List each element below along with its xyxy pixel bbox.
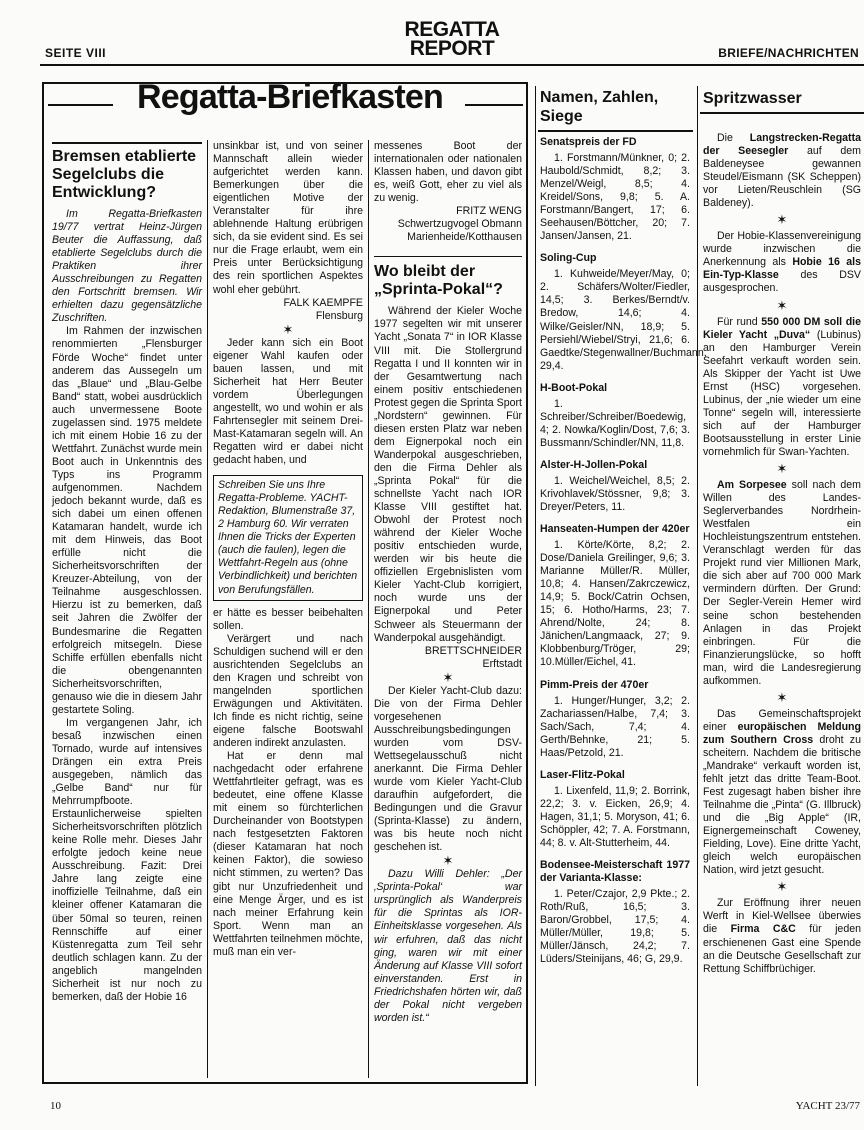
article1-headline: Bremsen etablierte Segelclubs die Entwicklung?: [52, 148, 197, 201]
masthead-logo: [392, 20, 512, 59]
news-item: [703, 316, 861, 460]
article1-paragraph: Verärgert und nach Schuldigen suchend will er den ausrichtenden Segelclubs an den Kragen und schreibt von mangelnden sportlichen Erwägungen und Aktivitäten. Ich finde es nicht richtig, seine eigene falsche Bootswahl anderen indirekt anzulasten.: [213, 632, 363, 750]
star-separator-icon: ✶: [442, 669, 454, 685]
news-item-text: droht zu scheitern. Nachdem die britische „Mandrake“ verkauft worden ist, fehlt jetzt das dritte Team-Boot. Fest zugesagt haben bisher ihre Teilnahme die „Pinta“ (G. Illbruck) und die „Big Apple“ (IR, Eignergemeinschaft Coweney, Fielding, Love). Eine dritte Yacht, gleich welch europäischen Nation, wird jetzt gesucht.: [703, 733, 861, 877]
signature-name: BRETTSCHNEIDER: [424, 644, 522, 657]
result-heading: Bodensee-Meisterschaft 1977 der Varianta-Klasse:: [540, 858, 690, 884]
results-list: [540, 136, 707, 966]
column-divider: [368, 140, 369, 1078]
article1-paragraph: unsinkbar ist, und von seiner Mannschaft allein wieder aufgerichtet werden kann. Bemerkungen über die eigentlichen Motive der Veranstalter für ihre ablehnende Haltung erübrigen sich, da sie evident sind. Es sei nur die Frage erlaubt, wem ein Preis unter Berücksichtigung des rein sportlichen Aspektes wohl eher gebührt.: [213, 140, 363, 296]
article1-column-3: [374, 140, 522, 1025]
article1-paragraph: Im Rahmen der inzwischen renommierten „Flensburger Förde Woche“ findet unter anderem das Aussegeln um das „Blaue“ und „Blau-Gelbe Band“ statt, wobei ausdrücklich auch unvermessene Boote zugelassen sind. 1975 meldete ich mit einem Hobie 16 zu der Wettfahrt. Zunächst wurde mein Boot auch in Unkenntnis des Typs ins Programm aufgenommen. Nachdem jedoch bekannt wurde, daß es sich dabei um einen offenen Katamaran handelt, wurde ich mit dem Hinweis, das Boot erfülle nicht die Sicherheitsvorschriften der Kreuzer-Abteilung, von der Teilnahme ausgeschlossen. Hierzu ist zu bemerken, daß seit Jahren die Zwölfer der Bundesmarine die Regatten erfolgreich mitsegeln. Diese Schiffe erfüllen ebenfalls nicht die obengenannten Sicherheitsvorschriften, genauso wie die in diesem Jahr gestartete Soling.: [52, 325, 202, 716]
star-separator-icon: ✶: [442, 853, 454, 869]
article1-paragraph: Im vergangenen Jahr, ich besaß inzwischen einen Tornado, wurde auf intensives Drängen ein extra Preis ausgegeben, nämlich das „Gelbe Band“ nur für Mehrrumpfboote. Erstaunlicherweise spielten Sicherheitsvorschriften plötzlich keine Rolle mehr. Dieses Jahr erfolgte jedoch keine neue Ausschreibung. Fazit: Drei Jahre lang zeigte eine inoffizielle Teilnahme, daß ein kleiner offener Katamaran die über 50mal so teuren, reinen Rennschiffe auf einer Küstenregatta zum Teil sehr deutlich schlagen kann. Zu der angeblich mangelnden Sicherheit ist nur noch zu bemerken, daß der Hobie 16: [52, 716, 202, 1003]
column-divider: [207, 140, 208, 1078]
result-heading: Laser-Flitz-Pokal: [540, 768, 625, 781]
result-text: 1. Kuhweide/Meyer/May, 0; 2. Schäfers/Wolter/Fiedler, 14,5; 3. Berkes/Berndt/v. Bredow, 14,6; 4. Wilke/Geisler/NN, 18,9; 5. Persiehl/Wiebel/Stryi, 21,6; 6. Gaedtke/Stegenwallner/Buchmann, 29,4.: [540, 268, 707, 372]
names-title-rule: [538, 130, 693, 132]
news-item-highlight: Firma C&C: [730, 923, 796, 936]
article2-paragraph: Der Kieler Yacht-Club dazu: Die von der Firma Dehler vorgesehenen Ausschreibungsbedingungen wurden vom DSV-Wettsegelausschuß nicht anerkannt. Die Firma Dehler wurde vom Kieler Yacht-Club daraufhin aufgefordert, die Bedingungen und die Gravur (Sprinta-Klasse) zu ändern, was bis heute noch nicht geschehen ist.: [374, 684, 522, 854]
news-item-highlight: Langstrecken-Regatta der Seesegler: [703, 132, 861, 158]
masthead-line-2: REPORT: [409, 37, 495, 61]
news-item-text: auf dem Baldeneysee gewannen Steudel/Eismann (SK Scheppen) vor Lieten/Reuschlein (SG Baldeney).: [703, 145, 861, 210]
article1-top-rule: [52, 142, 202, 144]
result-heading: Senatspreis der FD: [540, 136, 637, 148]
title-rule-left: [48, 104, 113, 106]
names-section-title: Namen, Zahlen, Siege: [540, 89, 659, 125]
star-separator-icon: ✶: [776, 879, 788, 895]
result-text: 1. Schreiber/Schreiber/Boedewig, 4; 2. Nowka/Koglin/Dost, 7,6; 3. Bussmann/Schindler/NN, 11,8.: [540, 397, 690, 449]
result-text: 1. Forstmann/Münkner, 0; 2. Haubold/Schmidt, 8,2; 3. Menzel/Weigl, 8,5; 4. Kreidel/Sons, 9,8; 5. A. Forstmann/Bangert, 17; 6. Seehausen/Böttcher, 20; 7. Jansen/Jansen, 21.: [540, 152, 690, 243]
result-text: 1. Körte/Körte, 8,2; 2. Dose/Daniela Greilinger, 9,6; 3. Marianne Müller/R. Müller, 10,8; 4. Hansen/Zakrczewicz, 14,9; 5. Bock/Catrin Ochsen, 15; 6. Hotho/Harms, 23; 7. Ahrend/Nolte, 24; 8. Jänichen/Langmaack, 27; 9. Klobbenburg/Tröger, 29; 10.Müller/Eichel, 41.: [540, 539, 690, 669]
news-item-text: soll nach dem Willen des Landes-Seglerverbandes Nordrhein-Westfalen ein Hochleistungszentrum entstehen. Veranschlagt werden für das Projekt rund vier Millionen Mark, die sich aber auf 700 000 Mark vermindern dürften. Der Grund: Der Segler-Verein Hemer wird seine schon bestehenden Anlagen in das Projekt einbringen. Für die Finanzierungslücke, so hofft man, wird die Landesregierung aufkommen.: [703, 479, 862, 687]
signature-name: FRITZ WENG: [456, 205, 522, 218]
news-item-text: des DSV ausgesprochen.: [703, 269, 861, 295]
article1-paragraph: messenes Boot der internationalen oder nationalen Klassen haben, und davon gibt es, weiß Gott, eher zu viel als zu wenig.: [374, 140, 522, 205]
spritz-section-title: Spritzwasser: [703, 90, 802, 107]
article1-paragraph: er hätte es besser beibehalten sollen.: [213, 606, 363, 632]
article1-column-1: [52, 148, 202, 1004]
issue-label: YACHT 23/77: [795, 1100, 860, 1112]
star-separator-icon: ✶: [776, 297, 788, 313]
spritz-title-rule: [700, 112, 864, 114]
star-separator-icon: ✶: [776, 212, 788, 228]
article1-column-2: [213, 140, 363, 959]
masthead-line-1: REGATTA: [404, 18, 500, 41]
result-text: 1. Lixenfeld, 11,9; 2. Borrink, 22,2; 3. v. Eicken, 26,9; 4. Hagen, 31,1; 5. Moryson, 41; 6. Schöppler, 42; 7. A. Forstmann, 44; 8. v. Alt-Stutterheim, 44.: [540, 784, 690, 849]
result-heading: Pimm-Preis der 470er: [540, 678, 649, 691]
news-item: [703, 230, 861, 295]
news-item-text: Für rund: [717, 315, 762, 328]
news-item: [703, 708, 861, 878]
star-separator-icon: ✶: [776, 689, 788, 705]
article1-paragraph: Jeder kann sich ein Boot eigener Wahl kaufen oder bauen lassen, und mit Sicherheit hat Herr Beuter vordem Überlegungen angestellt, wo und wohin er als Fahrtensegler mit seinem Drei-Mast-Katamaran segeln will. An Regatten wird er dabei nicht gedacht haben, und: [213, 336, 363, 467]
article2-headline: Wo bleibt der „Sprinta-Pokal“?: [374, 263, 503, 299]
header-rule: [40, 64, 864, 66]
star-separator-icon: ✶: [776, 461, 788, 477]
news-item-highlight: Am Sorpesee: [717, 479, 787, 492]
signature-city: Flensburg: [315, 309, 363, 322]
result-heading: Soling-Cup: [540, 252, 597, 265]
star-separator-icon: ✶: [282, 321, 294, 337]
news-item-highlight: Hobie 16 als Ein-Typ-Klasse: [703, 256, 861, 282]
news-item: [703, 479, 861, 688]
news-item-text: (Lubinus) an den Hamburger Verein Seefahrt verkauft worden sein. Als Skipper der Yacht ist Uwe Ernst (HSC) vorgesehen. Lubinus, der „nie wieder um eine Tonne“ segeln will, interessierte sich auf der Hamburger Bootsausstellung in erster Linie vornehmlich für Swan-Yachten.: [703, 328, 862, 458]
news-item-text: Zur Eröffnung ihrer neuen Werft in Kiel-Wellsee überwies die: [703, 897, 861, 936]
signature-city: Erftstadt: [482, 657, 522, 670]
signature-line: Marienheide/Kotthausen: [407, 231, 522, 244]
page-number: 10: [50, 1100, 61, 1112]
result-text: 1. Weichel/Weichel, 8,5; 2. Krivohlavek/Stössner, 9,8; 3. Dreyer/Peters, 11.: [540, 474, 690, 513]
editorial-notice-box: Schreiben Sie uns Ihre Regatta-Probleme. YACHT-Redaktion, Blumenstraße 37, 2 Hamburg 60. Wir verraten Ihnen die Tricks der Experten (auch die faulen), legen die Wettfahrt-Regeln aus (ohne Verbindlichkeit) und berichten von Berufungsfällen.: [213, 475, 363, 600]
news-item-text: Das Gemeinschaftsprojekt einer: [703, 707, 861, 733]
news-item-text: Der Hobie-Klassenvereinigung wurde inzwischen die Anerkennung als: [703, 230, 861, 269]
page-section-label: SEITE VIII: [45, 46, 107, 60]
result-heading: Alster-H-Jollen-Pokal: [540, 458, 648, 471]
result-text: 1. Peter/Czajor, 2,9 Pkte.; 2. Roth/Ruß, 16,5; 3. Baron/Grobbel, 17,5; 4. Müller/Müller, 19,8; 5. Müller/Jänsch, 24,2; 7. Lüders/Steinijans, 46; G, 29,9.: [540, 887, 690, 966]
article1-paragraph: Hat er denn mal nachgedacht oder erfahrene Wettfahrtleiter gefragt, was es bedeutet, eine offene Klasse mit einem so fürchterlichen Durcheinander von Bootstypen nach festgesetzten Faktoren (dieser Katamaran hat noch keinen Faktor), die sowieso nicht stimmen, zu werten? Das gibt nur Unzufriedenheit und eine Menge Ärger, und es ist nach meiner Erfahrung kein Sport. Wenn man an Wettfahrten teilnehmen möchte, muß man ein ver-: [213, 750, 363, 958]
article1-intro: Im Regatta-Briefkasten 19/77 vertrat Heinz-Jürgen Beuter die Auffassung, daß etablierte Segelclubs durch die Praktiken ihrer Ausschreibungen zu Regatten den Fortschritt bremsen. Wir erhielten dazu gegensätzliche Zuschriften.: [52, 208, 202, 325]
news-item: [703, 897, 861, 975]
news-item: [703, 132, 861, 210]
article-separator: [374, 244, 522, 257]
title-rule-right: [465, 104, 523, 106]
result-heading: Hanseaten-Humpen der 420er: [540, 523, 690, 536]
main-title: Regatta-Briefkasten: [136, 78, 443, 116]
signature-line: Schwertzugvogel Obmann: [397, 218, 522, 231]
news-item-text: Die: [717, 132, 750, 144]
article2-paragraph: Während der Kieler Woche 1977 segelten wir mit unserer Yacht „Sonata 7“ in IOR Klasse VIII mit. Die Stollergrund Regatta I und II konnten wir in der Gesamtwertung nach einem positiv entschiedenen Protest gegen die Sprinta Sport „Nordstern“ gewinnen. Für diesen ersten Platz war neben dem Eignerpokal noch ein Wanderpokal ausgeschrieben, den die Firma Dehler als „Sprinta Pokal“ für die schnellste Yacht nach IOR Klasse VIII gestiftet hat. Obwohl der Protest noch während der Kieler Woche positiv entschieden wurde, werden wir bis heute die offiziellen Ergebnislisten vom Kieler Yacht-Club korrigiert, noch wurde uns der Eignerpokal und Peter Schweer als Steuermann der Wanderpokal ausgehändigt.: [374, 305, 522, 644]
page-category-label: BRIEFE/NACHRICHTEN: [718, 46, 859, 60]
signature-name: FALK KAEMPFE: [283, 296, 363, 309]
article2-paragraph: Dazu Willi Dehler: „Der ‚Sprinta-Pokal‘ war ursprünglich als Wanderpreis für die Sprintas als IOR-Einheitsklasse vorgesehen. Als wir erfuhren, daß das nicht ging, waren wir mit einer Änderung auf Klasse VIII sofort einverstanden. Erst in Friedrichshafen hörten wir, daß der Pokal nicht vergeben worden ist.“: [374, 868, 522, 1024]
news-item-highlight: europäischen Meldung zum Southern Cross: [703, 720, 861, 746]
news-list: [703, 132, 861, 976]
result-heading: H-Boot-Pokal: [540, 381, 608, 394]
news-item-text: für jeden erschienenen Gast eine Spende an die Deutsche Gesellschaft zur Rettung Schiffbrüchiger.: [703, 923, 861, 975]
news-item-highlight: 550 000 DM soll die Kieler Yacht „Duva“: [703, 315, 862, 341]
result-text: 1. Hunger/Hunger, 3,2; 2. Zachariassen/Halbe, 7,4; 3. Sach/Sach, 7,4; 4. Gerth/Behnke, 21; 5. Haas/Petzold, 21.: [540, 694, 690, 759]
